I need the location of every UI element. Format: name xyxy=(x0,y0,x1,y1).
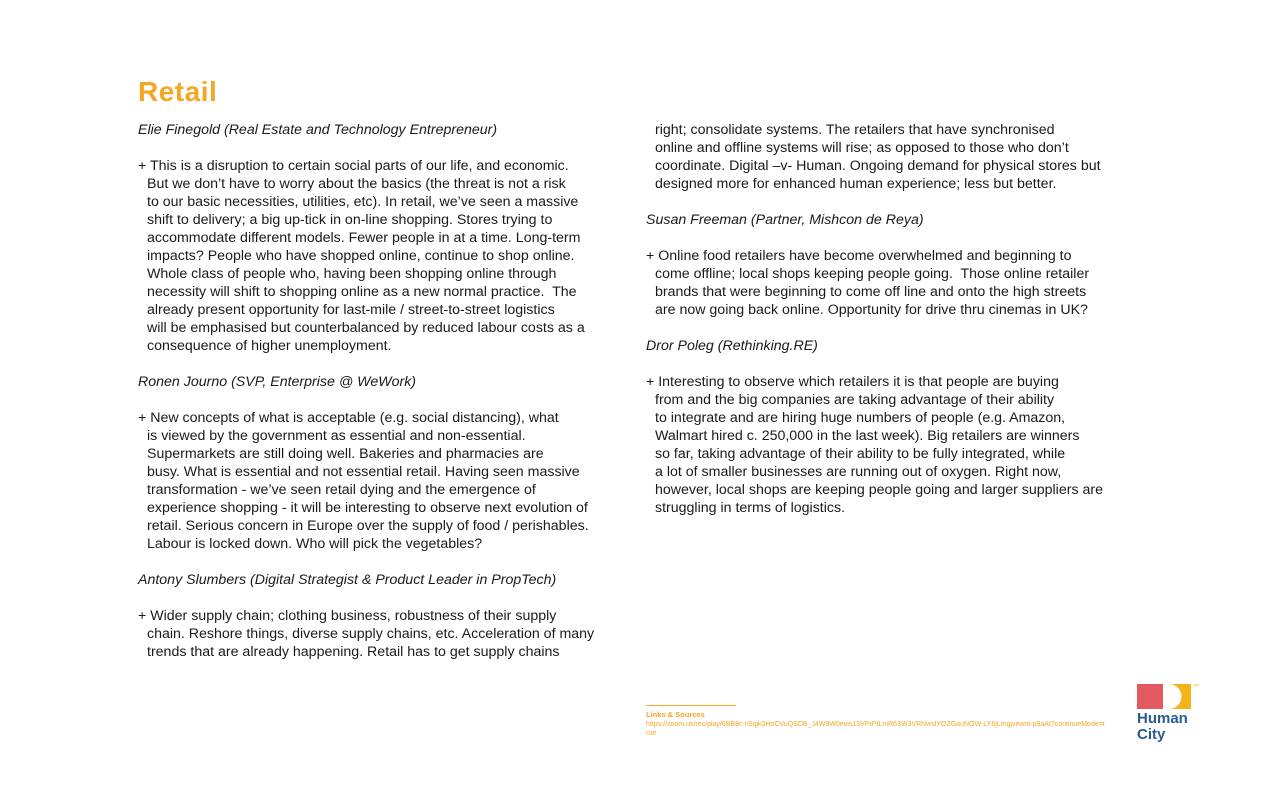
quote-line: But we don’t have to worry about the basics (the threat is not a risk xyxy=(147,176,566,192)
sources-heading: Links & Sources xyxy=(646,710,705,719)
quote-line: transformation - we’ve seen retail dying and the emergence of xyxy=(147,482,536,498)
quote-line: struggling in terms of logistics. xyxy=(655,500,846,516)
quote-line: Supermarkets are still doing well. Bakeries and pharmacies are xyxy=(147,446,544,462)
quote-line: + Wider supply chain; clothing business, robustness of their supply xyxy=(138,608,557,624)
quote-line: is viewed by the government as essential and non-essential. xyxy=(147,428,526,444)
quote-line: chain. Reshore things, diverse supply chains, etc. Acceleration of many xyxy=(147,626,595,642)
quote-line: come offline; local shops keeping people going. Those online retailer xyxy=(655,266,1090,282)
speaker-name: Elie Finegold (Real Estate and Technology Entrepreneur) xyxy=(138,122,498,138)
quote-line: a lot of smaller businesses are running out of oxygen. Right now, xyxy=(655,464,1062,480)
quote-line: + Interesting to observe which retailers it is that people are buying xyxy=(646,374,1059,390)
speaker-name: Ronen Journo (SVP, Enterprise @ WeWork) xyxy=(138,374,417,390)
quote-line: experience shopping - it will be interesting to observe next evolution of xyxy=(147,500,588,516)
logo-wordmark xyxy=(1137,711,1188,743)
page-title: Retail xyxy=(138,76,218,107)
quote-line: from and the big companies are taking advantage of their ability xyxy=(655,392,1055,408)
quote-line: busy. What is essential and not essential retail. Having seen massive xyxy=(147,464,580,480)
quote-line: brands that were beginning to come off line and onto the high streets xyxy=(655,284,1087,300)
quote-line: right; consolidate systems. The retailers that have synchronised xyxy=(655,122,1055,138)
quote-line: trends that are already happening. Retail has to get supply chains xyxy=(147,644,560,660)
logo-yellow-shape xyxy=(1169,684,1191,709)
quote-line: impacts? People who have shopped online, continue to shop online. xyxy=(147,248,575,264)
quote-line: designed more for enhanced human experience; less but better. xyxy=(655,176,1057,192)
right-column xyxy=(646,121,1146,517)
quote-line: necessity will shift to shopping online as a new normal practice. The xyxy=(147,284,577,300)
quote-line: coordinate. Digital –v- Human. Ongoing demand for physical stores but xyxy=(655,158,1101,174)
quote-line: are now going back online. Opportunity for drive thru cinemas in UK? xyxy=(655,302,1088,318)
quote-line: + This is a disruption to certain social parts of our life, and economic. xyxy=(138,158,569,174)
quote-line: retail. Serious concern in Europe over the supply of food / perishables. xyxy=(147,518,589,534)
sources-divider xyxy=(646,705,736,706)
speaker-name: Susan Freeman (Partner, Mishcon de Reya) xyxy=(646,212,924,228)
quote-line: so far, taking advantage of their ability to be fully integrated, while xyxy=(655,446,1066,462)
quote-line: Walmart hired c. 250,000 in the last week). Big retailers are winners xyxy=(655,428,1080,444)
quote-line: + New concepts of what is acceptable (e.g. social distancing), what xyxy=(138,410,559,426)
logo-line-2: City xyxy=(1137,726,1166,743)
quote-line: consequence of higher unemployment. xyxy=(147,338,392,354)
quote-line: already present opportunity for last-mile / street-to-street logistics xyxy=(147,302,555,318)
quote-line: will be emphasised but counterbalanced by reduced labour costs as a xyxy=(147,320,585,336)
quote-line: Whole class of people who, having been shopping online through xyxy=(147,266,557,282)
quote-line: however, local shops are keeping people going and larger suppliers are xyxy=(655,482,1103,498)
quote-line: to integrate and are hiring huge numbers of people (e.g. Amazon, xyxy=(655,410,1066,426)
quote-line: to our basic necessities, utilities, etc). In retail, we’ve seen a massive xyxy=(147,194,579,210)
quote-line: Labour is locked down. Who will pick the vegetables? xyxy=(147,536,483,552)
quote-line: shift to delivery; a big up-tick in on-line shopping. Stores trying to xyxy=(147,212,553,228)
sources-footer xyxy=(646,705,1106,738)
speaker-name: Antony Slumbers (Digital Strategist & Product Leader in PropTech) xyxy=(138,572,557,588)
quote-line: + Online food retailers have become overwhelmed and beginning to xyxy=(646,248,1072,264)
quote-line: online and offline systems will rise; as opposed to those who don’t xyxy=(655,140,1069,156)
left-column xyxy=(138,121,643,661)
speaker-name: Dror Poleg (Rethinking.RE) xyxy=(646,338,818,354)
logo-line-1: Human xyxy=(1137,710,1188,727)
quote-line: accommodate different models. Fewer people in at a time. Long-term xyxy=(147,230,581,246)
logo-tm: ™ xyxy=(1193,684,1199,690)
logo-red-square xyxy=(1137,684,1163,709)
source-link[interactable]: https://zoom.us/rec/play/6BB8c-n5qjk3HoCVuQSDB_J4W9W0evis13VPrPtLmR63W3VRNwslYOZGauNOW-LY6jLmgjvewnt-p9aAt?continueMode=true xyxy=(646,721,1105,737)
